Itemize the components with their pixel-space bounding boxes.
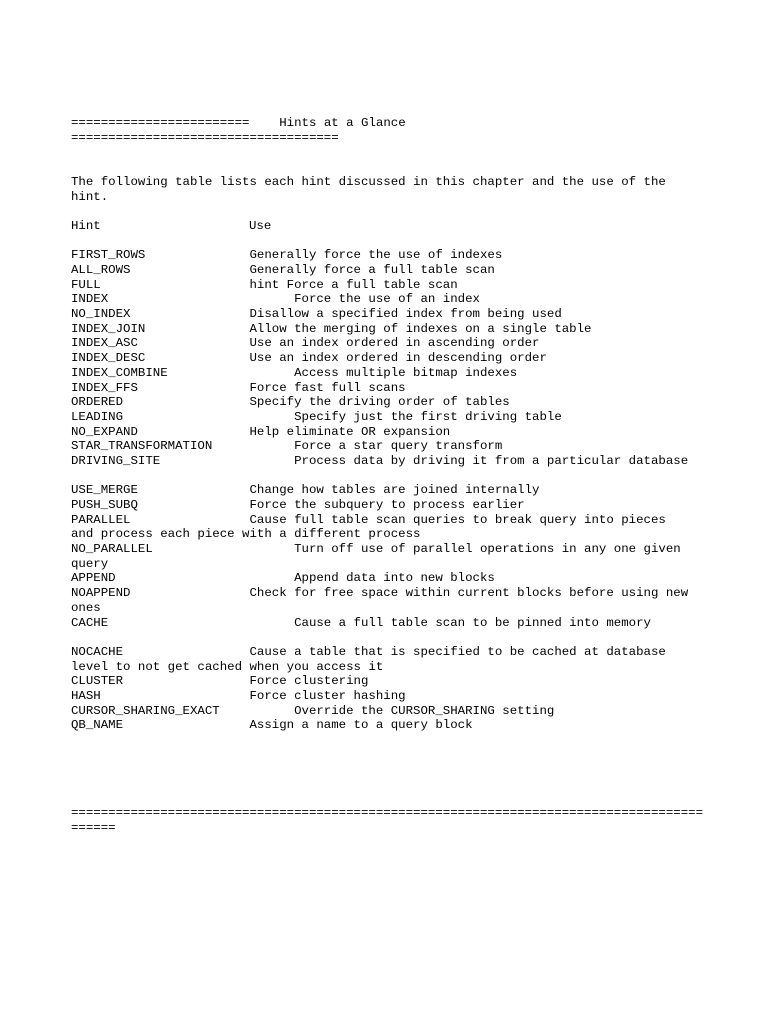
page-title: Hints at a Glance — [279, 116, 406, 130]
hint-group-2 — [71, 483, 731, 630]
table-row: NO_EXPAND Help eliminate OR expansion — [71, 424, 451, 439]
table-header-hint: Hint — [71, 218, 101, 233]
table-row: PUSH_SUBQ Force the subquery to process earlier — [71, 498, 525, 512]
table-row: level to not get cached when you access it — [71, 659, 384, 674]
table-row: CLUSTER Force clustering — [71, 674, 369, 689]
title-rule-bottom: ==================================== — [71, 130, 339, 145]
footer-rule — [71, 806, 703, 835]
table-row: query — [71, 556, 109, 571]
table-row: INDEX_JOIN Allow the merging of indexes on a single table — [71, 321, 592, 336]
table-row: STAR_TRANSFORMATION Force a star query transform — [71, 439, 503, 454]
table-row: LEADING Specify just the first driving table — [71, 409, 562, 424]
intro-paragraph — [71, 175, 731, 204]
table-row: INDEX Force the use of an index — [71, 292, 480, 307]
table-row: DRIVING_SITE Process data by driving it from a particular database — [71, 453, 689, 468]
hint-table — [71, 248, 731, 733]
title-rule-left: ======================== — [71, 116, 250, 130]
table-row: NO_INDEX Disallow a specified index from being used — [71, 307, 562, 322]
table-row: QB_NAME Assign a name to a query block — [71, 718, 473, 733]
table-row: and process each piece with a different process — [71, 527, 421, 542]
table-row: CURSOR_SHARING_EXACT Override the CURSOR_SHARING setting — [71, 703, 555, 718]
table-row: PARALLEL Cause full table scan queries to break query into pieces — [71, 512, 666, 527]
table-row: FULL hint Force a full table scan — [71, 277, 458, 292]
table-row: INDEX_FFS Force fast full scans — [71, 380, 406, 395]
footer-rule-line-1: ===================================================================================== — [71, 806, 704, 820]
table-row: INDEX_COMBINE Access multiple bitmap indexes — [71, 365, 518, 380]
table-row: ORDERED Specify the driving order of tables — [71, 395, 510, 410]
table-row: ALL_ROWS Generally force a full table scan — [71, 263, 495, 277]
table-row: FIRST_ROWS Generally force the use of indexes — [71, 248, 503, 263]
table-row: APPEND Append data into new blocks — [71, 571, 495, 586]
table-header-use: Use — [249, 218, 272, 233]
intro-line-2: hint. — [71, 189, 109, 204]
table-row: USE_MERGE Change how tables are joined internally — [71, 483, 540, 498]
table-row: NOAPPEND Check for free space within current blocks before using new — [71, 586, 689, 601]
table-row: HASH Force cluster hashing — [71, 688, 406, 703]
table-row: NOCACHE Cause a table that is specified to be cached at database — [71, 644, 666, 659]
hint-group-1 — [71, 248, 731, 468]
footer-rule-line-2: ====== — [71, 820, 116, 835]
document-page — [71, 116, 731, 733]
table-header — [71, 219, 731, 234]
table-row: CACHE Cause a full table scan to be pinned into memory — [71, 615, 651, 630]
table-row: ones — [71, 600, 101, 615]
intro-line-1: The following table lists each hint discussed in this chapter and the use of the — [71, 174, 666, 189]
title-line — [71, 116, 731, 131]
table-row: NO_PARALLEL Turn off use of parallel operations in any one given — [71, 542, 681, 557]
table-row: INDEX_DESC Use an index ordered in descending order — [71, 351, 547, 366]
table-row: INDEX_ASC Use an index ordered in ascending order — [71, 336, 540, 351]
hint-group-3 — [71, 645, 731, 733]
